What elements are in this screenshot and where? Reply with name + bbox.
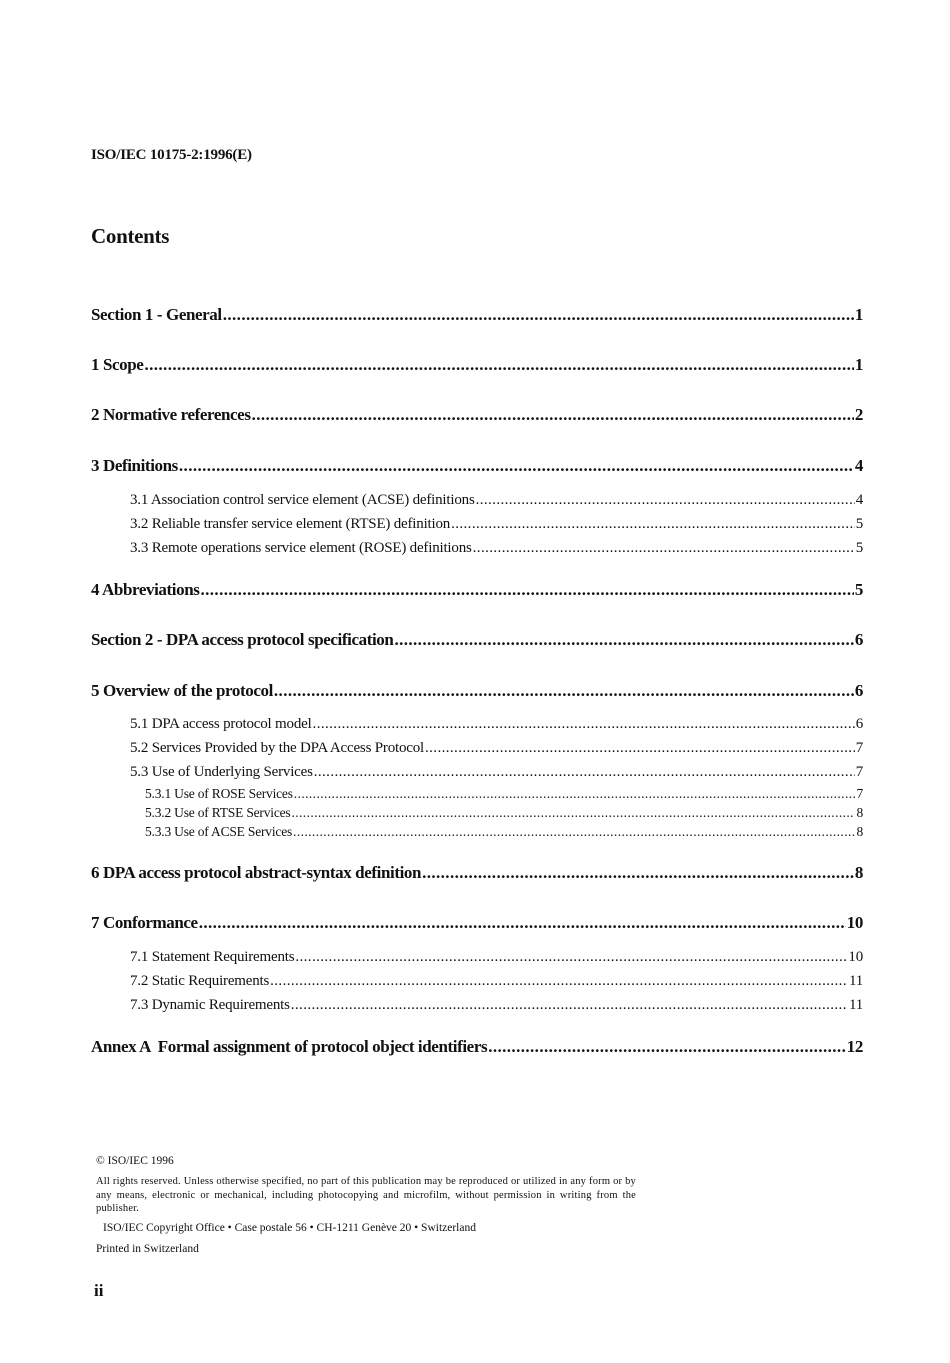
toc-entry-page: 11 xyxy=(848,973,863,989)
toc-entry-page: 1 xyxy=(854,355,863,374)
toc-entry-label: 3.1 Association control service element (ACSE) definitions xyxy=(130,492,475,508)
toc-entry-label: 3.2 Reliable transfer service element (RTSE) definition xyxy=(130,516,451,532)
toc-entry-page: 2 xyxy=(854,405,863,424)
toc-entry-page: 7 xyxy=(856,786,863,801)
dot-leader xyxy=(270,973,848,990)
toc-entry-page: 4 xyxy=(854,456,863,475)
dot-leader xyxy=(476,492,855,509)
dot-leader xyxy=(293,824,855,840)
toc-entry-5-3-1[interactable] xyxy=(145,786,863,802)
contents-title: Contents xyxy=(91,224,170,248)
toc-entry-label: 3.3 Remote operations service element (ROSE) definitions xyxy=(130,540,472,556)
toc-entry-3-3[interactable] xyxy=(130,540,863,557)
copyright-notice: © ISO/IEC 1996 xyxy=(96,1155,174,1167)
dot-leader xyxy=(274,681,854,701)
toc-entry-label: 7 Conformance xyxy=(91,913,198,932)
toc-entry-page: 10 xyxy=(846,913,863,932)
dot-leader xyxy=(314,764,855,781)
toc-entry-5-3-2[interactable] xyxy=(145,805,863,821)
dot-leader xyxy=(144,355,853,375)
toc-entry-page: 5 xyxy=(855,540,863,556)
toc-entry-label: Section 2 - DPA access protocol specification xyxy=(91,630,394,649)
toc-entry-label: Section 1 - General xyxy=(91,305,222,324)
toc-entry-label: 5.3.3 Use of ACSE Services xyxy=(145,824,293,839)
toc-entry-3-2[interactable] xyxy=(130,516,863,533)
toc-entry-7-3[interactable] xyxy=(130,997,863,1014)
dot-leader xyxy=(473,540,855,557)
toc-entry-label: 1 Scope xyxy=(91,355,144,374)
toc-entry-page: 6 xyxy=(854,630,863,649)
toc-entry-page: 1 xyxy=(854,305,863,324)
toc-entry-label: 5 Overview of the protocol xyxy=(91,681,273,700)
toc-entry-scope[interactable] xyxy=(91,355,863,375)
toc-entry-label: 3 Definitions xyxy=(91,456,178,475)
dot-leader xyxy=(295,949,847,966)
dot-leader xyxy=(394,630,853,650)
toc-entry-label: 5.3.1 Use of ROSE Services xyxy=(145,786,293,801)
toc-entry-page: 4 xyxy=(855,492,863,508)
toc-entry-label: Annex A Formal assignment of protocol object identifiers xyxy=(91,1037,488,1056)
toc-entry-page: 5 xyxy=(854,580,863,599)
toc-entry-label: 7.3 Dynamic Requirements xyxy=(130,997,290,1013)
dot-leader xyxy=(451,516,855,533)
dot-leader xyxy=(488,1037,846,1057)
toc-entry-label: 4 Abbreviations xyxy=(91,580,200,599)
toc-entry-page: 5 xyxy=(855,516,863,532)
dot-leader xyxy=(200,580,853,600)
toc-entry-page: 12 xyxy=(846,1037,863,1056)
toc-entry-annex-a[interactable] xyxy=(91,1037,863,1057)
dot-leader xyxy=(252,405,854,425)
toc-entry-page: 8 xyxy=(856,824,863,839)
toc-entry-overview[interactable] xyxy=(91,681,863,701)
toc-entry-page: 7 xyxy=(855,764,863,780)
toc-entry-5-2[interactable] xyxy=(130,740,863,757)
dot-leader xyxy=(422,863,854,883)
toc-entry-7-2[interactable] xyxy=(130,973,863,990)
toc-entry-label: 7.2 Static Requirements xyxy=(130,973,270,989)
dot-leader xyxy=(425,740,855,757)
toc-entry-page: 8 xyxy=(856,805,863,820)
dot-leader xyxy=(179,456,854,476)
document-id: ISO/IEC 10175-2:1996(E) xyxy=(91,147,252,163)
toc-entry-label: 6 DPA access protocol abstract-syntax definition xyxy=(91,863,422,882)
dot-leader xyxy=(223,305,854,325)
toc-entry-page: 6 xyxy=(854,681,863,700)
dot-leader xyxy=(313,716,855,733)
toc-entry-5-1[interactable] xyxy=(130,716,863,733)
toc-entry-3-1[interactable] xyxy=(130,492,863,509)
toc-entry-section-2[interactable] xyxy=(91,630,863,650)
dot-leader xyxy=(291,805,855,821)
toc-entry-label: 5.3 Use of Underlying Services xyxy=(130,764,313,780)
toc-entry-definitions[interactable] xyxy=(91,456,863,476)
dot-leader xyxy=(291,997,848,1014)
printed-in: Printed in Switzerland xyxy=(96,1243,199,1255)
dot-leader xyxy=(199,913,846,933)
toc-entry-label: 2 Normative references xyxy=(91,405,251,424)
dot-leader xyxy=(294,786,856,802)
toc-entry-5-3[interactable] xyxy=(130,764,863,781)
toc-entry-section-1[interactable] xyxy=(91,305,863,325)
page-number: ii xyxy=(94,1281,104,1300)
toc-entry-label: 5.3.2 Use of RTSE Services xyxy=(145,805,291,820)
rights-statement: All rights reserved. Unless otherwise specified, no part of this publication may be reproduced or utilized in any form or by any means, electronic or mechanical, including photocopying and microfilm, without permission in writing from the publisher. xyxy=(96,1176,636,1214)
toc-entry-normative-references[interactable] xyxy=(91,405,863,425)
toc-entry-page: 11 xyxy=(848,997,863,1013)
toc-entry-conformance[interactable] xyxy=(91,913,863,933)
toc-entry-label: 5.2 Services Provided by the DPA Access Protocol xyxy=(130,740,424,756)
toc-entry-page: 10 xyxy=(848,949,863,965)
toc-entry-label: 5.1 DPA access protocol model xyxy=(130,716,312,732)
toc-entry-abbreviations[interactable] xyxy=(91,580,863,600)
toc-entry-label: 7.1 Statement Requirements xyxy=(130,949,295,965)
copyright-office-address: ISO/IEC Copyright Office • Case postale 56 • CH-1211 Genève 20 • Switzerland xyxy=(103,1222,476,1234)
toc-entry-page: 8 xyxy=(854,863,863,882)
toc-entry-5-3-3[interactable] xyxy=(145,824,863,840)
toc-entry-abstract-syntax[interactable] xyxy=(91,863,863,883)
toc-entry-page: 7 xyxy=(855,740,863,756)
toc-entry-7-1[interactable] xyxy=(130,949,863,966)
toc-entry-page: 6 xyxy=(855,716,863,732)
